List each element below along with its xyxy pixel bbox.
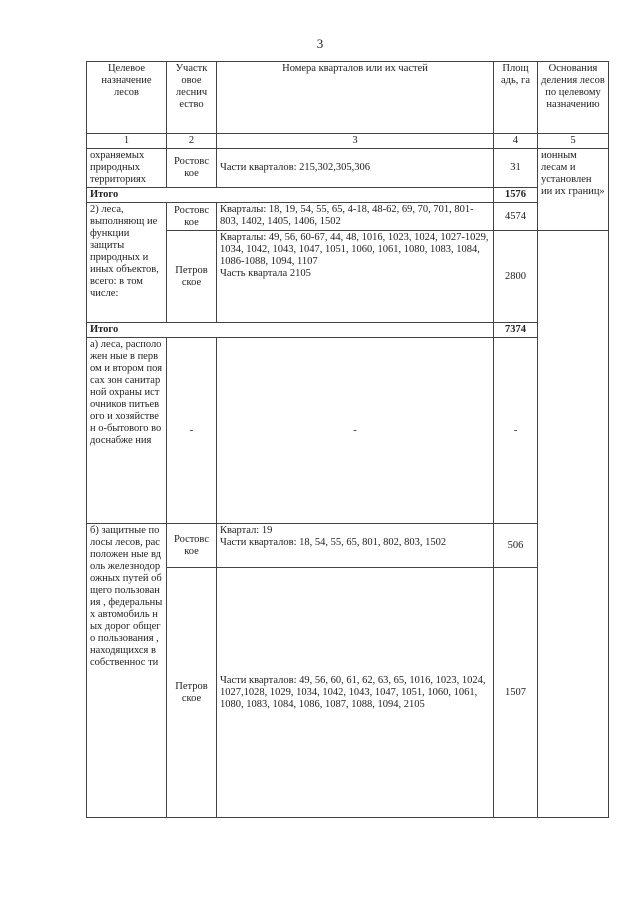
forestry-cell: Ростовс кое xyxy=(167,203,217,231)
header-basis: Основания деления лесов по целевому назначению xyxy=(538,62,609,134)
area-cell: 506 xyxy=(494,524,538,568)
col-number: 1 xyxy=(87,134,167,149)
quarters-cell xyxy=(217,524,494,568)
quarters-cell: Части кварталов: 215,302,305,306 xyxy=(217,149,494,188)
forestry-cell: Петров ское xyxy=(167,568,217,818)
area-cell: 4574 xyxy=(494,203,538,231)
purpose-cell: 2) леса, выполняющ ие функции защиты природных и иных объектов, всего: в том числе: xyxy=(87,203,167,323)
forest-purpose-table xyxy=(86,61,609,818)
col-number: 2 xyxy=(167,134,217,149)
area-cell: - xyxy=(494,338,538,524)
forestry-cell: Ростовс кое xyxy=(167,149,217,188)
quarters-cell: - xyxy=(217,338,494,524)
header-purpose: Целевое назначение лесов xyxy=(87,62,167,134)
total-area: 7374 xyxy=(494,323,538,338)
col-number: 4 xyxy=(494,134,538,149)
total-area: 1576 xyxy=(494,188,538,203)
table-row xyxy=(87,524,609,568)
quarters-line: Части кварталов: 18, 54, 55, 65, 801, 802, 803, 1502 xyxy=(220,537,447,548)
basis-cell: ионным лесам и установлен ии их границ» xyxy=(538,149,609,231)
col-number: 3 xyxy=(217,134,494,149)
table-row xyxy=(87,149,609,188)
col-number: 5 xyxy=(538,134,609,149)
quarters-cell: Части кварталов: 49, 56, 60, 61, 62, 63, 65, 1016, 1023, 1024, 1027,1028, 1029, 1034, 1042, 1043, 1047, 1051, 1060, 1061, 1080, 1083, 1084, 1086, 1087, 1088, 1094, 2105 xyxy=(217,568,494,818)
table-row xyxy=(87,338,609,524)
forestry-cell: Ростовс кое xyxy=(167,524,217,568)
header-area: Площ адь, га xyxy=(494,62,538,134)
quarters-line: Кварталы: 49, 56, 60-67, 44, 48, 1016, 1023, 1024, 1027-1029, 1034, 1042, 1043, 1047, 1051, 1060, 1061, 1080, 1083, 1084, 1086-1088, 1094, 1107 xyxy=(220,232,489,267)
area-cell: 1507 xyxy=(494,568,538,818)
purpose-cell: охраняемых природных территориях xyxy=(87,149,167,188)
purpose-cell: а) леса, расположен ные в первом и втором поясах зон санитарной охраны источников питьевого и хозяйствен о-бытового водоснабже ния xyxy=(87,338,167,524)
header-quarters: Номера кварталов или их частей xyxy=(217,62,494,134)
total-row xyxy=(87,323,609,338)
page-number: 3 xyxy=(316,36,324,51)
header-forestry: Участк овое леснич ество xyxy=(167,62,217,134)
quarters-line: Квартал: 19 xyxy=(220,525,273,536)
quarters-line: Часть квартала 2105 xyxy=(220,268,311,279)
table-row xyxy=(87,203,609,231)
total-label: Итого xyxy=(87,323,494,338)
quarters-cell xyxy=(217,231,494,323)
total-label: Итого xyxy=(87,188,494,203)
forestry-cell: - xyxy=(167,338,217,524)
forestry-cell: Петров ское xyxy=(167,231,217,323)
area-cell: 31 xyxy=(494,149,538,188)
quarters-cell: Кварталы: 18, 19, 54, 55, 65, 4-18, 48-62, 69, 70, 701, 801-803, 1402, 1405, 1406, 1502 xyxy=(217,203,494,231)
purpose-cell: б) защитные полосы лесов, расположен ные вдоль железнодор ожных путей общего пользования , федеральны х автомобиль ных дорог общего пользования , находящихся в собственнос ти xyxy=(87,524,167,818)
basis-empty xyxy=(538,231,609,818)
area-cell: 2800 xyxy=(494,231,538,323)
total-row xyxy=(87,188,609,203)
